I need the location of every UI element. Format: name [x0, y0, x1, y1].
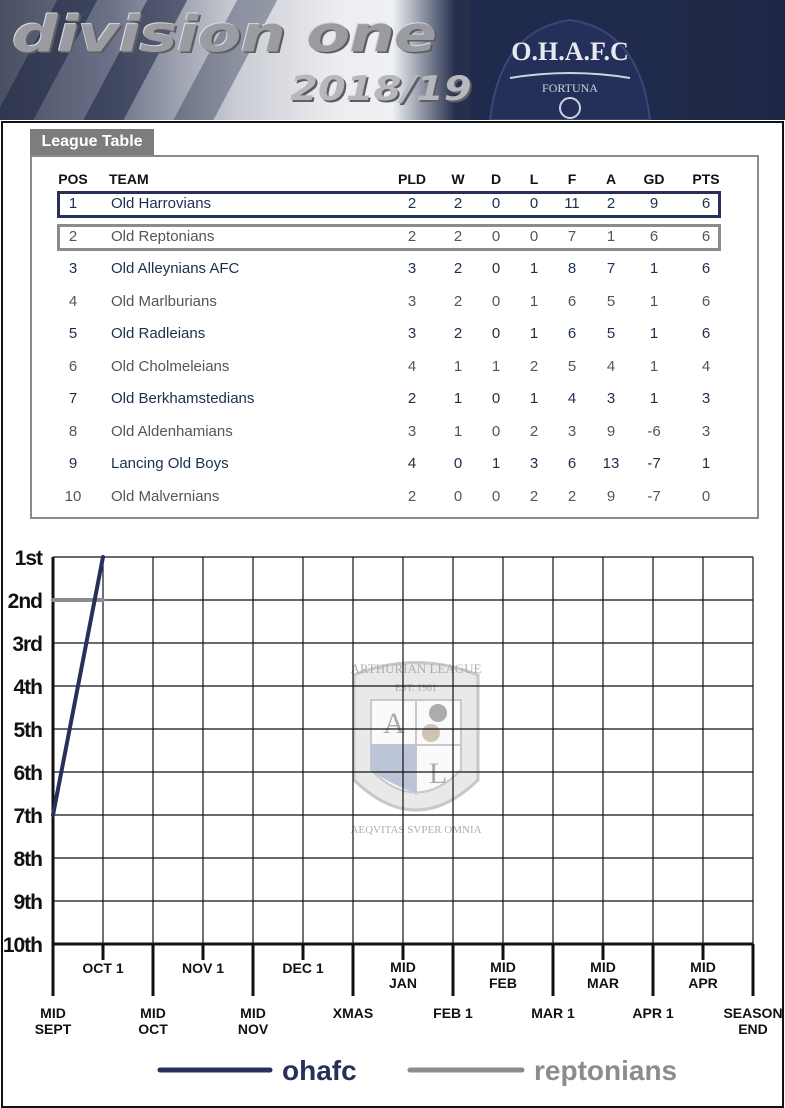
cell-gd: -7	[647, 455, 661, 472]
cell-team[interactable]: Old Harrovians	[111, 195, 212, 212]
cell-gd: -7	[647, 487, 661, 505]
cell-d: 0	[491, 195, 501, 212]
cell-a: 2	[606, 195, 616, 212]
cell-d: 0	[491, 227, 501, 245]
cell-pos: 7	[68, 390, 78, 407]
y-tick-label: 6th	[13, 762, 42, 785]
cell-l: 1	[529, 325, 539, 342]
cell-pos: 8	[68, 422, 78, 440]
watermark-motto: AEQVITAS SVPER OMNIA	[350, 824, 482, 836]
cell-pos: 3	[68, 260, 78, 277]
cell-a: 4	[606, 357, 616, 375]
watermark-est: EST. 1961	[394, 683, 438, 694]
watermark-letter-a: A	[383, 707, 405, 740]
cell-l: 1	[529, 292, 539, 310]
cell-gd: 1	[649, 325, 659, 342]
cell-gd: 6	[649, 227, 659, 245]
cell-f: 5	[567, 357, 577, 375]
x-tick-label: FEB 1	[433, 1005, 473, 1021]
x-tick-label: MID JAN	[388, 959, 418, 991]
cell-pts: 0	[701, 487, 711, 505]
column-header-f: F	[567, 171, 577, 187]
cell-l: 0	[529, 227, 539, 245]
y-tick-label: 4th	[13, 676, 42, 699]
cell-pos: 1	[68, 195, 78, 212]
y-tick-label: 3rd	[12, 633, 42, 656]
cell-f: 7	[567, 227, 577, 245]
column-header-l: L	[529, 171, 539, 187]
cell-a: 1	[606, 227, 616, 245]
watermark-title: ARTHURIAN LEAGUE	[350, 661, 482, 676]
cell-a: 9	[606, 422, 616, 440]
badge-motto: FORTUNA	[542, 81, 598, 95]
column-header-team: TEAM	[109, 171, 149, 187]
cell-a: 13	[602, 455, 620, 472]
x-tick-label: MID OCT	[138, 1005, 168, 1037]
cell-gd: 9	[649, 195, 659, 212]
cell-d: 0	[491, 487, 501, 505]
cell-d: 0	[491, 292, 501, 310]
cell-pld: 2	[407, 227, 417, 245]
data-point-reptonians	[102, 599, 105, 602]
x-tick-label: MID FEB	[489, 959, 517, 991]
cell-f: 6	[567, 292, 577, 310]
y-tick-label: 7th	[13, 805, 42, 828]
cell-w: 2	[453, 227, 463, 245]
cell-team[interactable]: Lancing Old Boys	[111, 455, 229, 472]
cell-l: 2	[529, 422, 539, 440]
y-tick-label: 1st	[14, 547, 42, 570]
cell-d: 0	[491, 325, 501, 342]
x-tick-label: APR 1	[632, 1005, 674, 1021]
data-point-ohafc	[102, 556, 105, 559]
division-title: division one	[12, 6, 437, 64]
y-tick-label: 2nd	[7, 590, 42, 613]
cell-gd: 1	[649, 357, 659, 375]
x-tick-label: MID MAR	[587, 959, 619, 991]
cell-pos: 9	[68, 455, 78, 472]
cell-team[interactable]: Old Reptonians	[111, 227, 215, 245]
cell-f: 3	[567, 422, 577, 440]
cell-pts: 6	[701, 292, 711, 310]
cell-l: 3	[529, 455, 539, 472]
cell-team[interactable]: Old Berkhamstedians	[111, 390, 255, 407]
cell-gd: -6	[647, 422, 661, 440]
cell-team[interactable]: Old Radleians	[111, 325, 206, 342]
cell-pts: 1	[701, 455, 711, 472]
cell-gd: 1	[649, 292, 659, 310]
cell-w: 0	[453, 487, 463, 505]
cell-a: 7	[606, 260, 616, 277]
cell-team[interactable]: Old Aldenhamians	[111, 422, 233, 440]
cell-d: 1	[491, 455, 501, 472]
cell-f: 2	[567, 487, 577, 505]
column-header-pld: PLD	[398, 171, 426, 187]
cell-d: 0	[491, 260, 501, 277]
cell-team[interactable]: Old Alleynians AFC	[111, 260, 240, 277]
legend-label-reptonians: reptonians	[534, 1055, 678, 1086]
cell-w: 0	[453, 455, 463, 472]
cell-pld: 4	[407, 357, 417, 375]
cell-w: 1	[453, 357, 463, 375]
y-tick-label: 9th	[13, 891, 42, 914]
cell-pld: 3	[407, 422, 417, 440]
club-crest-icon	[470, 0, 670, 120]
cell-team[interactable]: Old Marlburians	[111, 292, 217, 310]
league-logo-watermark	[350, 661, 481, 836]
badge-text: O.H.A.F.C	[511, 37, 629, 66]
cell-pld: 4	[407, 455, 417, 472]
cell-a: 3	[606, 390, 616, 407]
cell-team[interactable]: Old Malvernians	[111, 487, 220, 505]
cell-pts: 4	[701, 357, 711, 375]
data-point-reptonians	[52, 599, 55, 602]
cell-pld: 3	[407, 325, 417, 342]
cell-f: 6	[567, 325, 577, 342]
cell-f: 6	[567, 455, 577, 472]
cell-pts: 3	[701, 422, 711, 440]
x-tick-label: MID SEPT	[34, 1005, 72, 1037]
cell-gd: 1	[649, 390, 659, 407]
y-tick-label: 5th	[13, 719, 42, 742]
cell-l: 0	[529, 195, 539, 212]
cell-pld: 2	[407, 487, 417, 505]
cell-w: 1	[453, 390, 463, 407]
cell-w: 1	[453, 422, 463, 440]
cell-pos: 4	[68, 292, 78, 310]
cell-d: 1	[491, 357, 501, 375]
cell-w: 2	[453, 195, 463, 212]
y-tick-label: 10th	[2, 934, 42, 957]
cell-w: 2	[453, 292, 463, 310]
cell-w: 2	[453, 325, 463, 342]
x-tick-label: OCT 1	[82, 960, 124, 976]
column-header-d: D	[490, 171, 502, 187]
cell-l: 2	[529, 357, 539, 375]
x-tick-label: MID NOV	[237, 1005, 269, 1037]
cell-d: 0	[491, 390, 501, 407]
cell-team[interactable]: Old Cholmeleians	[111, 357, 230, 375]
x-tick-label: XMAS	[332, 1005, 374, 1021]
column-header-pos: POS	[58, 171, 88, 187]
season-label: 2018/19	[290, 69, 472, 109]
cell-pos: 10	[64, 487, 82, 505]
legend-label-ohafc: ohafc	[282, 1055, 357, 1086]
cell-w: 2	[453, 260, 463, 277]
watermark-letter-l: L	[428, 757, 448, 790]
cell-l: 1	[529, 260, 539, 277]
cell-pts: 6	[701, 227, 711, 245]
league-table-tab[interactable]: League Table	[30, 129, 154, 155]
x-tick-label: MID APR	[688, 959, 718, 991]
column-header-w: W	[451, 171, 465, 187]
cell-pts: 6	[701, 195, 711, 212]
cell-pld: 2	[407, 195, 417, 212]
cell-pld: 3	[407, 260, 417, 277]
cell-pos: 5	[68, 325, 78, 342]
header-banner	[0, 0, 785, 120]
cell-l: 2	[529, 487, 539, 505]
cell-f: 8	[567, 260, 577, 277]
cell-a: 5	[606, 292, 616, 310]
cell-l: 1	[529, 390, 539, 407]
y-tick-label: 8th	[13, 848, 42, 871]
cell-f: 11	[564, 195, 580, 212]
cell-pos: 2	[68, 227, 78, 245]
cell-pts: 6	[701, 260, 711, 277]
x-tick-label: MAR 1	[531, 1005, 575, 1021]
column-header-a: A	[605, 171, 617, 187]
cell-a: 9	[606, 487, 616, 505]
cell-pts: 6	[701, 325, 711, 342]
data-point-ohafc	[52, 814, 55, 817]
cell-pld: 2	[407, 390, 417, 407]
cell-gd: 1	[649, 260, 659, 277]
column-header-pts: PTS	[692, 171, 720, 187]
cell-pld: 3	[407, 292, 417, 310]
cell-d: 0	[491, 422, 501, 440]
position-chart	[0, 530, 785, 1105]
x-tick-label: DEC 1	[282, 960, 324, 976]
x-tick-label: SEASON END	[723, 1005, 783, 1037]
cell-f: 4	[567, 390, 577, 407]
column-header-gd: GD	[643, 171, 665, 187]
x-tick-label: NOV 1	[181, 960, 225, 976]
cell-a: 5	[606, 325, 616, 342]
cell-pos: 6	[68, 357, 78, 375]
cell-pts: 3	[701, 390, 711, 407]
